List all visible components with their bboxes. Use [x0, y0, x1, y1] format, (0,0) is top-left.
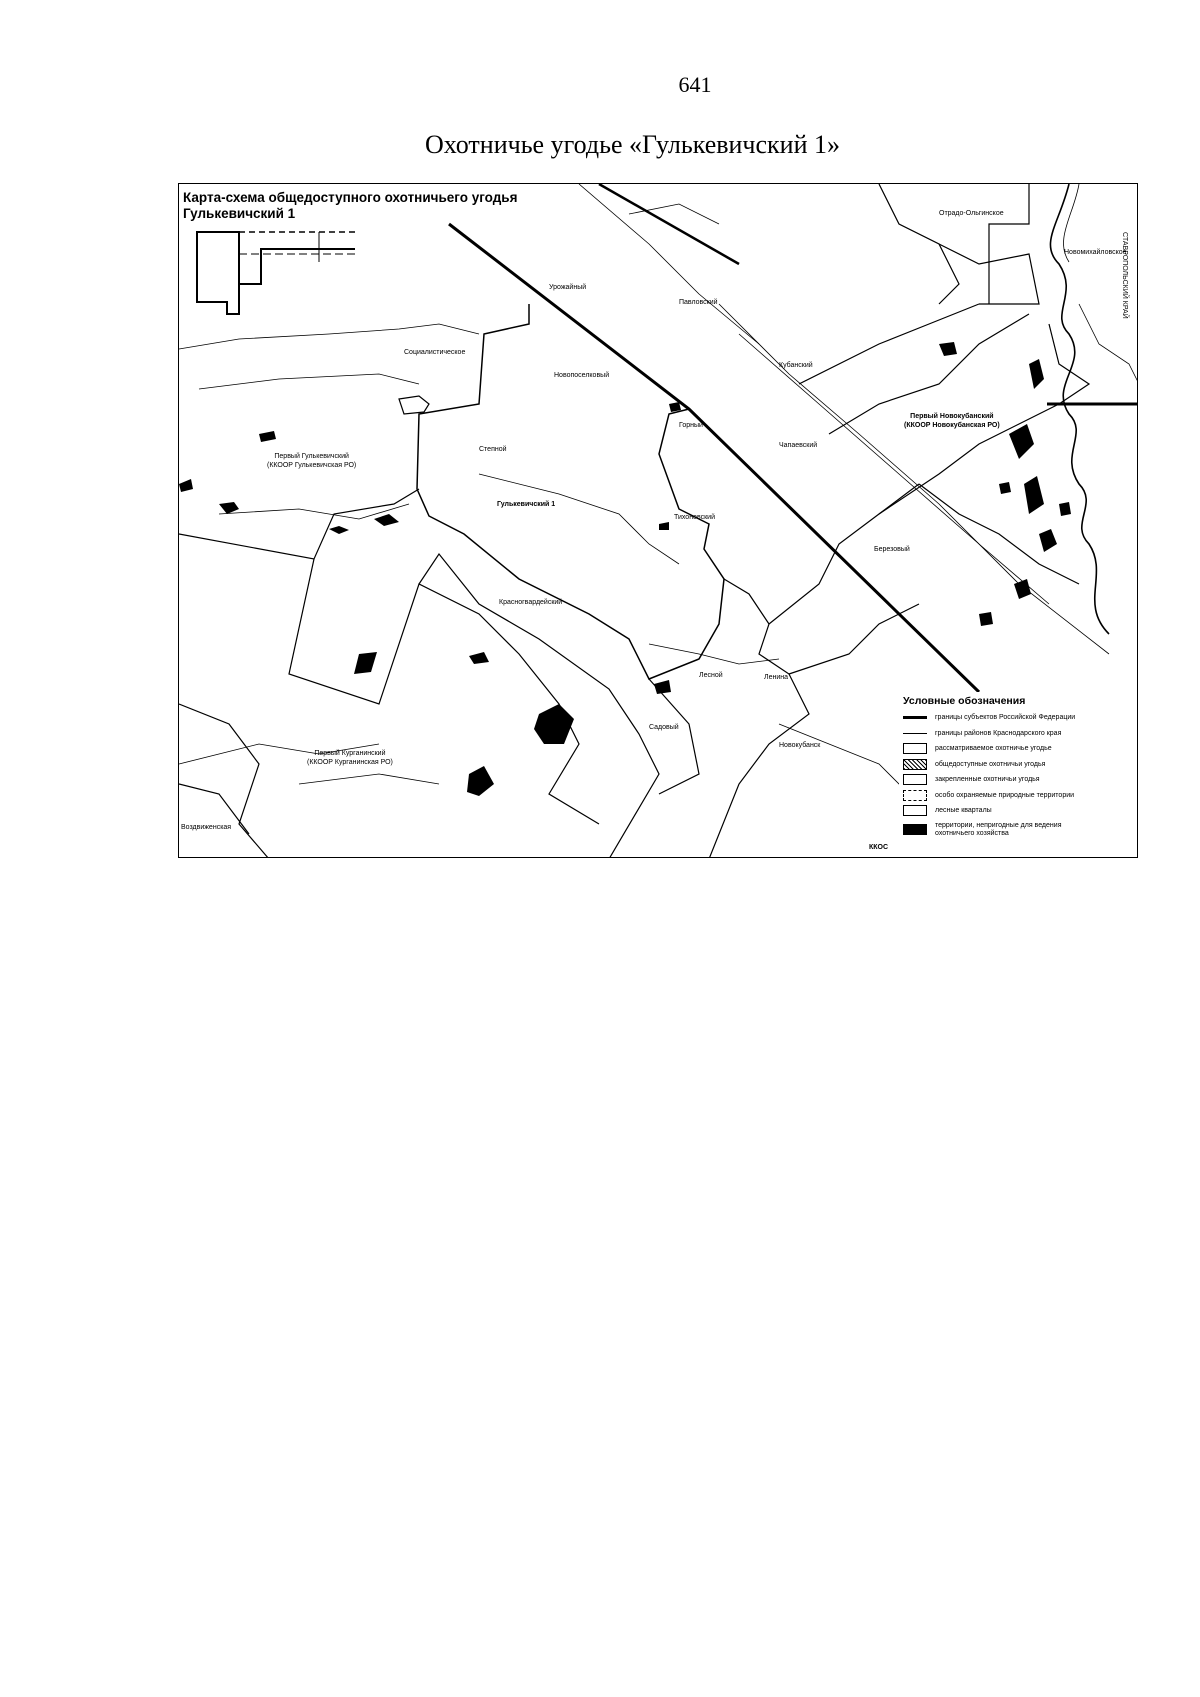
place-label: Павловский [679, 299, 718, 306]
hunting-ground-boundary [417, 304, 724, 679]
legend-item [899, 710, 1137, 726]
hatch-icon [903, 759, 927, 770]
legend-item-label-line2: охотничьего хозяйства [935, 829, 1009, 837]
map-heading [183, 190, 518, 222]
main-area-label: Гулькевичский 1 [497, 501, 556, 508]
black-box-icon [903, 824, 927, 835]
subject-boundaries [449, 184, 1138, 692]
legend-item [899, 803, 1137, 819]
legend-item-label: особо охраняемые природные территории [935, 791, 1075, 799]
region-label: СТАВРОПОЛЬСКИЙ КРАЙ [1121, 232, 1128, 319]
area-label-novokubansky [904, 412, 1000, 430]
legend-item-label: закрепленные охотничьи угодья [935, 776, 1040, 784]
dashed-box-icon [903, 790, 927, 801]
place-label: Степной [479, 446, 507, 453]
place-label: Горный [679, 422, 703, 429]
legend-item [899, 741, 1137, 757]
area-label-novokubansky-name: Первый Новокубанский [910, 413, 994, 420]
place-label: Новопоселковый [554, 372, 610, 379]
cutoff-label: ККОС [869, 844, 889, 851]
place-label: Новокубанск [779, 742, 821, 749]
place-label: Отрадо-Ольгинское [939, 210, 1004, 217]
area-label-gulkevichsky-name: Первый Гулькевичский [274, 453, 349, 460]
place-label: Чапаевский [779, 442, 818, 449]
legend-item-label: лесные кварталы [935, 807, 992, 815]
map-heading-line1: Карта-схема общедоступного охотничьего угодья [183, 190, 518, 205]
legend-item-label: общедоступные охотничьи угодья [935, 760, 1046, 768]
page-number: 641 [678, 72, 712, 97]
place-label: Березовый [874, 546, 910, 553]
area-label-gulkevichsky [267, 452, 356, 470]
legend-item-label-line1: территории, непригодные для ведения [935, 821, 1062, 829]
legend-item [899, 757, 1137, 773]
place-label: Красногвардейский [499, 599, 563, 606]
place-label: Кубанский [779, 362, 813, 369]
area-label-novokubansky-org: (ККООР Новокубанская РО) [904, 422, 1000, 429]
document-title: Охотничье угодье «Гулькевичский 1» [424, 130, 841, 159]
place-label: Новомихайловское [1064, 249, 1127, 256]
area-label-gulkevichsky-org: (ККООР Гулькевичская РО) [267, 462, 357, 469]
map-heading-line2: Гулькевичский 1 [183, 206, 296, 221]
legend-item-label: рассматриваемое охотничье угодье [935, 745, 1052, 753]
legend-item [899, 772, 1137, 788]
area-label-kurganinsky-name: Первый Курганинский [314, 750, 386, 757]
legend-title: Условные обозначения [903, 695, 1026, 707]
map-frame [178, 183, 1138, 858]
box-icon [903, 774, 927, 785]
thin-line-icon [903, 728, 927, 739]
place-label: Лесной [699, 672, 723, 679]
box-icon [903, 743, 927, 754]
place-label: Урожайный [549, 284, 587, 291]
place-label: Социалистическое [404, 349, 466, 356]
area-label-kurganinsky [307, 749, 393, 767]
place-label: Тихоновский [674, 514, 715, 521]
inset-map [197, 232, 355, 314]
legend-item [899, 788, 1137, 804]
legend-item-label: границы субъектов Российской Федерации [935, 714, 1076, 722]
legend-item-label [935, 822, 1061, 838]
thick-line-icon [903, 712, 927, 723]
legend [899, 692, 1137, 857]
place-label: Воздвиженская [181, 824, 232, 831]
place-label: Ленина [764, 674, 789, 681]
place-label: Садовый [649, 724, 679, 731]
area-label-kurganinsky-org: (ККООР Курганинская РО) [307, 759, 393, 766]
legend-item [899, 819, 1137, 841]
box-icon [903, 805, 927, 816]
legend-item [899, 726, 1137, 742]
legend-item-label: границы районов Краснодарского края [935, 729, 1062, 737]
